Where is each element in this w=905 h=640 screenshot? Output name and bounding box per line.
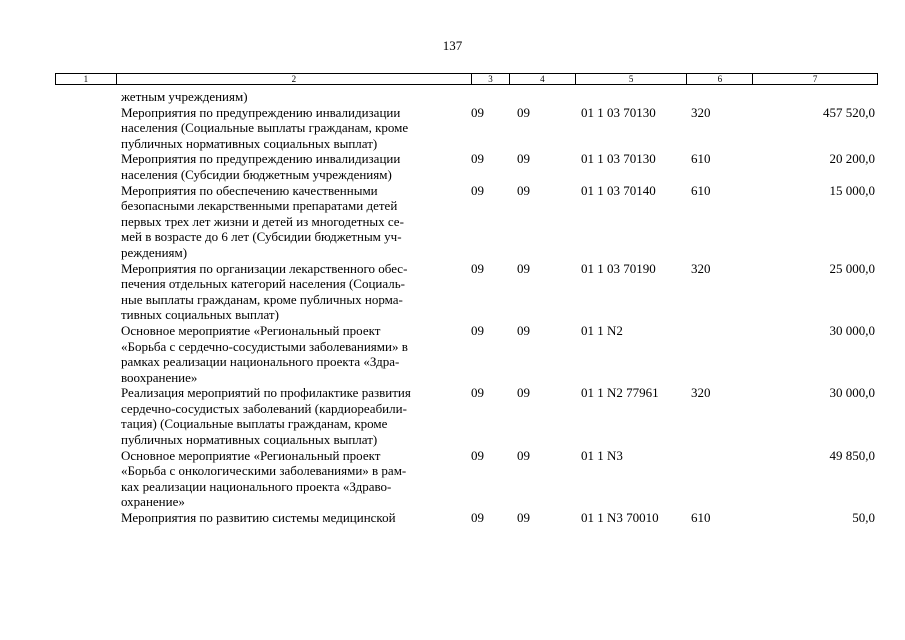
row-subsection: 09 bbox=[517, 510, 530, 526]
row-expense-type: 320 bbox=[691, 104, 711, 120]
row-section: 09 bbox=[471, 260, 484, 276]
table-header bbox=[55, 73, 878, 85]
header-col-3: 3 bbox=[472, 74, 510, 84]
row-amount: 25 000,0 bbox=[829, 260, 875, 276]
row-subsection: 09 bbox=[517, 385, 530, 401]
row-amount: 49 850,0 bbox=[829, 447, 875, 463]
row-description: Мероприятия по развитию системы медицинской bbox=[121, 510, 396, 526]
table-row bbox=[0, 105, 905, 152]
row-target-code: 01 1 N2 77961 bbox=[581, 385, 659, 401]
header-col-7: 7 bbox=[812, 74, 818, 84]
header-col-2: 2 bbox=[117, 74, 472, 84]
row-expense-type: 610 bbox=[691, 510, 711, 526]
table-row bbox=[0, 89, 905, 105]
row-target-code: 01 1 03 70140 bbox=[581, 182, 656, 198]
header-col-6: 6 bbox=[687, 74, 753, 84]
row-subsection: 09 bbox=[517, 447, 530, 463]
row-description: Мероприятия по организации лекарственного обес- печения отдельных категорий населения (Социаль- ные выплаты гражданам, кроме публичных норма- тивных социальных выплат) bbox=[121, 260, 408, 323]
row-amount: 20 200,0 bbox=[829, 151, 875, 167]
row-expense-type: 610 bbox=[691, 182, 711, 198]
header-col-4: 4 bbox=[510, 74, 576, 84]
table-row bbox=[0, 385, 905, 447]
row-description: Основное мероприятие «Региональный проект «Борьба с онкологическими заболеваниями» в рам- ках реализации национального проекта «Здраво- охранение» bbox=[121, 447, 407, 510]
row-section: 09 bbox=[471, 151, 484, 167]
row-target-code: 01 1 03 70190 bbox=[581, 260, 656, 276]
row-description: Мероприятия по обеспечению качественными безопасными лекарственными препаратами детей первых трех лет жизни и детей из многодетных се- мей в возрасте до 6 лет (Субсидии бюджетным уч- реждениям) bbox=[121, 182, 404, 260]
table-row bbox=[0, 151, 905, 182]
table-body bbox=[0, 89, 905, 526]
row-amount: 30 000,0 bbox=[829, 322, 875, 338]
row-description: жетным учреждениям) bbox=[121, 89, 248, 104]
row-target-code: 01 1 N3 bbox=[581, 447, 623, 463]
row-subsection: 09 bbox=[517, 151, 530, 167]
row-target-code: 01 1 03 70130 bbox=[581, 151, 656, 167]
row-subsection: 09 bbox=[517, 104, 530, 120]
row-subsection: 09 bbox=[517, 260, 530, 276]
row-expense-type: 610 bbox=[691, 151, 711, 167]
header-col-5: 5 bbox=[576, 74, 688, 84]
row-target-code: 01 1 N2 bbox=[581, 322, 623, 338]
row-description: Мероприятия по предупреждению инвалидизации населения (Субсидии бюджетным учреждениям) bbox=[121, 151, 401, 182]
row-amount: 457 520,0 bbox=[823, 104, 875, 120]
table-row bbox=[0, 448, 905, 510]
row-description: Мероприятия по предупреждению инвалидизации населения (Социальные выплаты гражданам, кроме публичных нормативных социальных выплат) bbox=[121, 104, 409, 151]
page-number: 137 bbox=[442, 38, 463, 53]
table-row bbox=[0, 261, 905, 323]
row-section: 09 bbox=[471, 182, 484, 198]
row-section: 09 bbox=[471, 104, 484, 120]
row-target-code: 01 1 03 70130 bbox=[581, 104, 656, 120]
row-section: 09 bbox=[471, 510, 484, 526]
header-col-1: 1 bbox=[56, 74, 117, 84]
row-target-code: 01 1 N3 70010 bbox=[581, 510, 659, 526]
row-section: 09 bbox=[471, 447, 484, 463]
row-description: Реализация мероприятий по профилактике развития сердечно-сосудистых заболеваний (кардиореабили- тация) (Социальные выплаты гражданам, кроме публичных нормативных социальных выплат) bbox=[121, 385, 411, 448]
row-amount: 30 000,0 bbox=[829, 385, 875, 401]
row-amount: 15 000,0 bbox=[829, 182, 875, 198]
row-expense-type: 320 bbox=[691, 260, 711, 276]
row-description: Основное мероприятие «Региональный проект «Борьба с сердечно-сосудистыми заболеваниями» в рамках реализации национального проекта «Здра- воохранение» bbox=[121, 322, 408, 385]
row-section: 09 bbox=[471, 385, 484, 401]
row-subsection: 09 bbox=[517, 182, 530, 198]
table-row bbox=[0, 323, 905, 385]
table-row bbox=[0, 183, 905, 261]
table-row bbox=[0, 510, 905, 526]
row-subsection: 09 bbox=[517, 322, 530, 338]
row-section: 09 bbox=[471, 322, 484, 338]
row-amount: 50,0 bbox=[852, 510, 875, 526]
row-expense-type: 320 bbox=[691, 385, 711, 401]
